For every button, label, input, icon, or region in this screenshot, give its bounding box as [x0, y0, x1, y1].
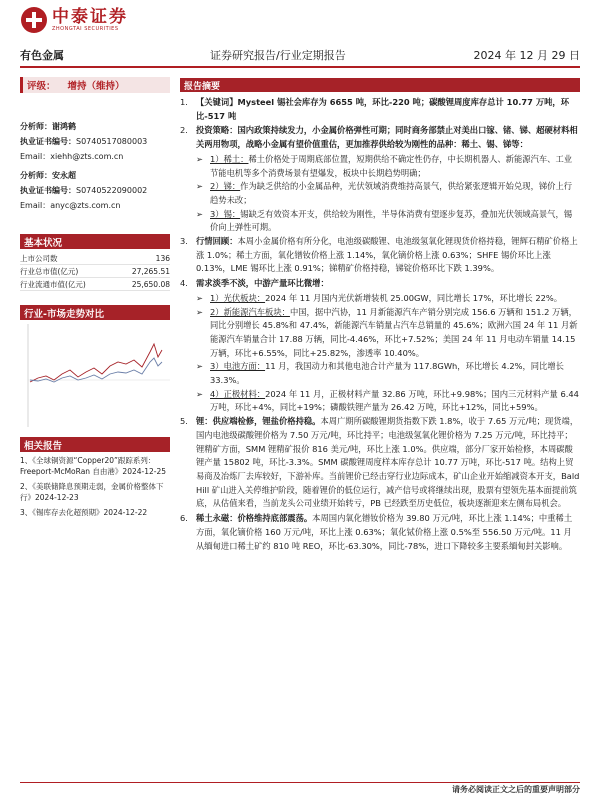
point-text [196, 415, 580, 511]
point-number: 2. [180, 125, 188, 136]
sub-point [180, 388, 580, 415]
related-item[interactable]: 3、《锡库存去化超预期》2024-12-22 [20, 508, 148, 517]
point-text [196, 512, 580, 553]
subtopic-label: 2）锑： [210, 181, 241, 192]
summary-point [180, 96, 580, 123]
body-text: 2024 年 11 月国内光伏新增装机 25.00GW，同比增长 17%，环比增长 22%。 [265, 292, 563, 303]
body-text: 稀土价格处于周期底部位置，短期供给不确定性仍存，中长期机器人、新能源汽车、工业节能电机等多个消费场景有望爆发，板块中长期趋势明确； [210, 153, 573, 178]
subtopic-label: 2）新能源汽车板块： [210, 306, 290, 317]
logo-mark-icon [20, 6, 48, 34]
basic-info-table [20, 252, 170, 291]
header-divider [20, 66, 580, 68]
body-text: 2024 年 11 月，正极材料产量 32.86 万吨，环比+9.98%；国内三元材料产量 6.44 万吨，环比+4%，同比+19%；磷酸铁锂产量为 26.42 万吨，环比+12%，同比+59%。 [210, 388, 579, 413]
emphasis-text: 【关键词】Mysteel 锡社会库存为 6655 吨，环比-220 吨；碳酸锂周度库存总计 10.77 万吨，环比-517 吨 [196, 97, 570, 121]
emphasis-text: 锂：供应端检修，锂盐价格持稳。 [196, 416, 321, 427]
stat-label: 行业流通市值(亿元) [20, 279, 86, 289]
arrow-bullet-icon: ➢ [196, 388, 203, 399]
body-text: 本周国内氧化镨钕价格为 39.80 万元/吨，环比上涨 1.14%；中重稀土方面，氧化镝价格 160 万元/吨，环比上涨 0.63%；氧化铽价格上涨 0.5%至 556.50 万元/吨。11 月从缅甸进口稀土矿约 810 吨 REO，环比-63.30%，同比-78%，进口下降较多主要系缅甸封关影响。 [196, 513, 573, 551]
sub-point-text [210, 292, 580, 306]
summary-point [180, 415, 580, 511]
sub-point [180, 208, 580, 235]
trend-chart-svg [20, 322, 170, 434]
summary-header: 报告摘要 [180, 78, 580, 92]
rating-bar [20, 77, 170, 93]
sub-point-text [210, 208, 580, 235]
sub-point-text [210, 153, 580, 180]
cert-number: S0740517080003 [76, 137, 148, 146]
point-number: 6. [180, 513, 188, 524]
analyst-email[interactable]: anyc@zts.com.cn [50, 201, 121, 210]
point-text [196, 277, 580, 291]
analyst-name: 安永超 [52, 171, 76, 180]
point-number: 3. [180, 236, 188, 247]
emphasis-text: 投资策略：国内政策持续发力，小金属价格弹性可期；同时商务部禁止对美出口镓、锗、锑、超硬材料相关两用物项，战略小金属有望价值重估，更加推荐供给较为刚性的品种：稀土、锡、锑等： [196, 125, 578, 150]
summary-body [180, 96, 580, 554]
email-label: Email： [20, 201, 51, 210]
body-text: 中国，据中汽协，11 月新能源汽车产销分别完成 156.6 万辆和 151.2 万辆，同比分别增长 45.8%和 47.4%，新能源汽车销量占汽车总销量的 45.6%；欧洲六国 24 年 11 月新能源汽车销量合计 17.88 万辆，同比-4.46%，环比+7.52%；美国 24 年 11 月电动车销量 14.15 万辆，环比+6.55%，同比+25.82%，渗透率 10.40%。 [210, 306, 578, 358]
arrow-bullet-icon: ➢ [196, 361, 203, 372]
company-logo [20, 6, 128, 34]
subtopic-label: 1）稀土： [210, 153, 249, 164]
trend-header: 行业-市场走势对比 [20, 305, 170, 320]
summary-point [180, 235, 580, 276]
arrow-bullet-icon: ➢ [196, 181, 203, 192]
point-number: 4. [180, 278, 188, 289]
body-text: 本周小金属价格有所分化，电池级碳酸锂、电池级氢氧化锂现货价格持稳，锂辉石精矿价格上涨 1.0%；稀土方面，氧化镨钕价格上涨 1.14%，氧化镝价格上涨 0.63%；SHFE 锡价环比上涨 0.13%，LME 锡环比上涨 0.91%；锑精矿价格持稳，锑锭价格环比下跌 1.39%。 [196, 236, 578, 274]
rating-label: 评级： [27, 81, 56, 92]
disclaimer-note: 请务必阅读正文之后的重要声明部分 [452, 785, 580, 794]
stat-value: 27,265.51 [131, 266, 170, 276]
arrow-bullet-icon: ➢ [196, 306, 203, 317]
sector-name: 有色金属 [20, 49, 64, 62]
stat-value: 25,650.08 [131, 279, 170, 289]
cert-label: 执业证书编号： [20, 186, 76, 195]
arrow-bullet-icon: ➢ [196, 208, 203, 219]
summary-point [180, 124, 580, 151]
basic-info-header: 基本状况 [20, 234, 170, 249]
body-text: 作为缺乏供给的小金属品种，光伏领域消费维持高景气，供给紧张逻辑开始兑现，锑价上行趋势未改； [210, 181, 573, 205]
sub-point [180, 153, 580, 180]
subtopic-label: 1）光伏板块： [210, 292, 266, 303]
body-text: 锡缺乏有效资本开支，供给较为刚性，半导体消费有望逐步复苏，叠加光伏领域高景气，锡价向上弹性可期。 [210, 208, 573, 233]
cert-number: S0740522090002 [76, 186, 148, 195]
analyst-label: 分析师： [20, 171, 52, 180]
analyst-block [20, 170, 170, 212]
related-item[interactable]: 2、《美联储降息预期走弱，金属价格整体下行》2024-12-23 [20, 482, 164, 502]
stat-row [20, 278, 170, 291]
report-type: 证券研究报告/行业定期报告 [210, 49, 346, 62]
trend-chart [20, 322, 170, 434]
cert-label: 执业证书编号： [20, 137, 76, 146]
stat-label: 行业总市值(亿元) [20, 266, 79, 276]
arrow-bullet-icon: ➢ [196, 153, 203, 164]
point-text [196, 96, 580, 123]
stat-label: 上市公司数 [20, 253, 58, 263]
sub-point-text [210, 180, 580, 207]
point-text [196, 235, 580, 276]
sub-point [180, 306, 580, 361]
point-number: 1. [180, 97, 188, 107]
emphasis-text: 行情回顾： [196, 236, 238, 247]
email-label: Email： [20, 152, 51, 161]
subtopic-label: 3）电池方面： [210, 361, 266, 372]
sub-point-text [210, 388, 580, 415]
related-header: 相关报告 [20, 437, 170, 452]
analyst-email[interactable]: xiehh@zts.com.cn [50, 152, 124, 161]
sub-point-text [210, 360, 580, 387]
sub-point [180, 360, 580, 387]
stat-row [20, 252, 170, 265]
sub-point [180, 292, 580, 306]
rating-value: 增持（维持） [67, 81, 125, 92]
report-date: 2024 年 12 月 29 日 [473, 49, 580, 62]
stat-row [20, 265, 170, 278]
summary-point [180, 277, 580, 291]
related-item[interactable]: 1、《全球铜资源“Copper20”跟踪系列：Freeport-McMoRan 自由港》2024-12-25 [20, 456, 167, 476]
point-text [196, 124, 580, 151]
sub-point-text [210, 306, 580, 361]
emphasis-text: 稀土永磁：价格维持底部震荡。 [196, 513, 313, 524]
analyst-block [20, 121, 170, 163]
logo-name-cn: 中泰证券 [52, 6, 128, 27]
subtopic-label: 3）锡： [210, 208, 241, 219]
footer-divider [20, 782, 580, 783]
report-header [20, 46, 580, 64]
emphasis-text: 需求淡季不淡，中游产量环比微增： [196, 278, 329, 289]
body-text: 11 月，我国动力和其他电池合计产量为 117.8GWh，环比增长 4.2%，同比增长 33.3%。 [210, 361, 564, 386]
related-list [20, 455, 170, 522]
arrow-bullet-icon: ➢ [196, 292, 203, 303]
analyst-name: 谢鸿鹤 [52, 122, 76, 131]
sub-point [180, 180, 580, 207]
point-number: 5. [180, 416, 188, 427]
stat-value: 136 [155, 253, 170, 263]
body-text: 本周广期所碳酸锂期货指数下跌 1.8%，收于 7.65 万元/吨；现货端，国内电池级碳酸锂价格为 7.50 万元/吨，环比持平；电池级氢氧化锂价格为 7.25 万元/吨，环比持平；锂精矿方面，SMM 锂精矿报价 816 美元/吨，环比上涨 1.0%。供应端，部分厂家开始检修，本周碳酸锂产量 15802 吨，环比-3.3%。SMM 碳酸锂周度样本库存总计 10.77 万吨，环比-517 吨。结构上贸易商及冶炼厂去库较好，下游补库。当前锂价已经击穿行业边际成本，矿山企业开始缩减资本开支，Bald Hill 矿山进入关停维护阶段，随着锂价的低位运行，减产信号或将继续出现，股票有望领先基本面提前筑底，从估值来看，当前龙头公司业绩开始转亏，PB 已经跌至历史低位，板块逐渐迎来左侧布局机会。 [196, 416, 580, 509]
analyst-label: 分析师： [20, 122, 52, 131]
subtopic-label: 4）正极材料： [210, 388, 266, 399]
logo-name-en: ZHONGTAI SECURITIES [52, 25, 119, 32]
summary-point [180, 512, 580, 553]
